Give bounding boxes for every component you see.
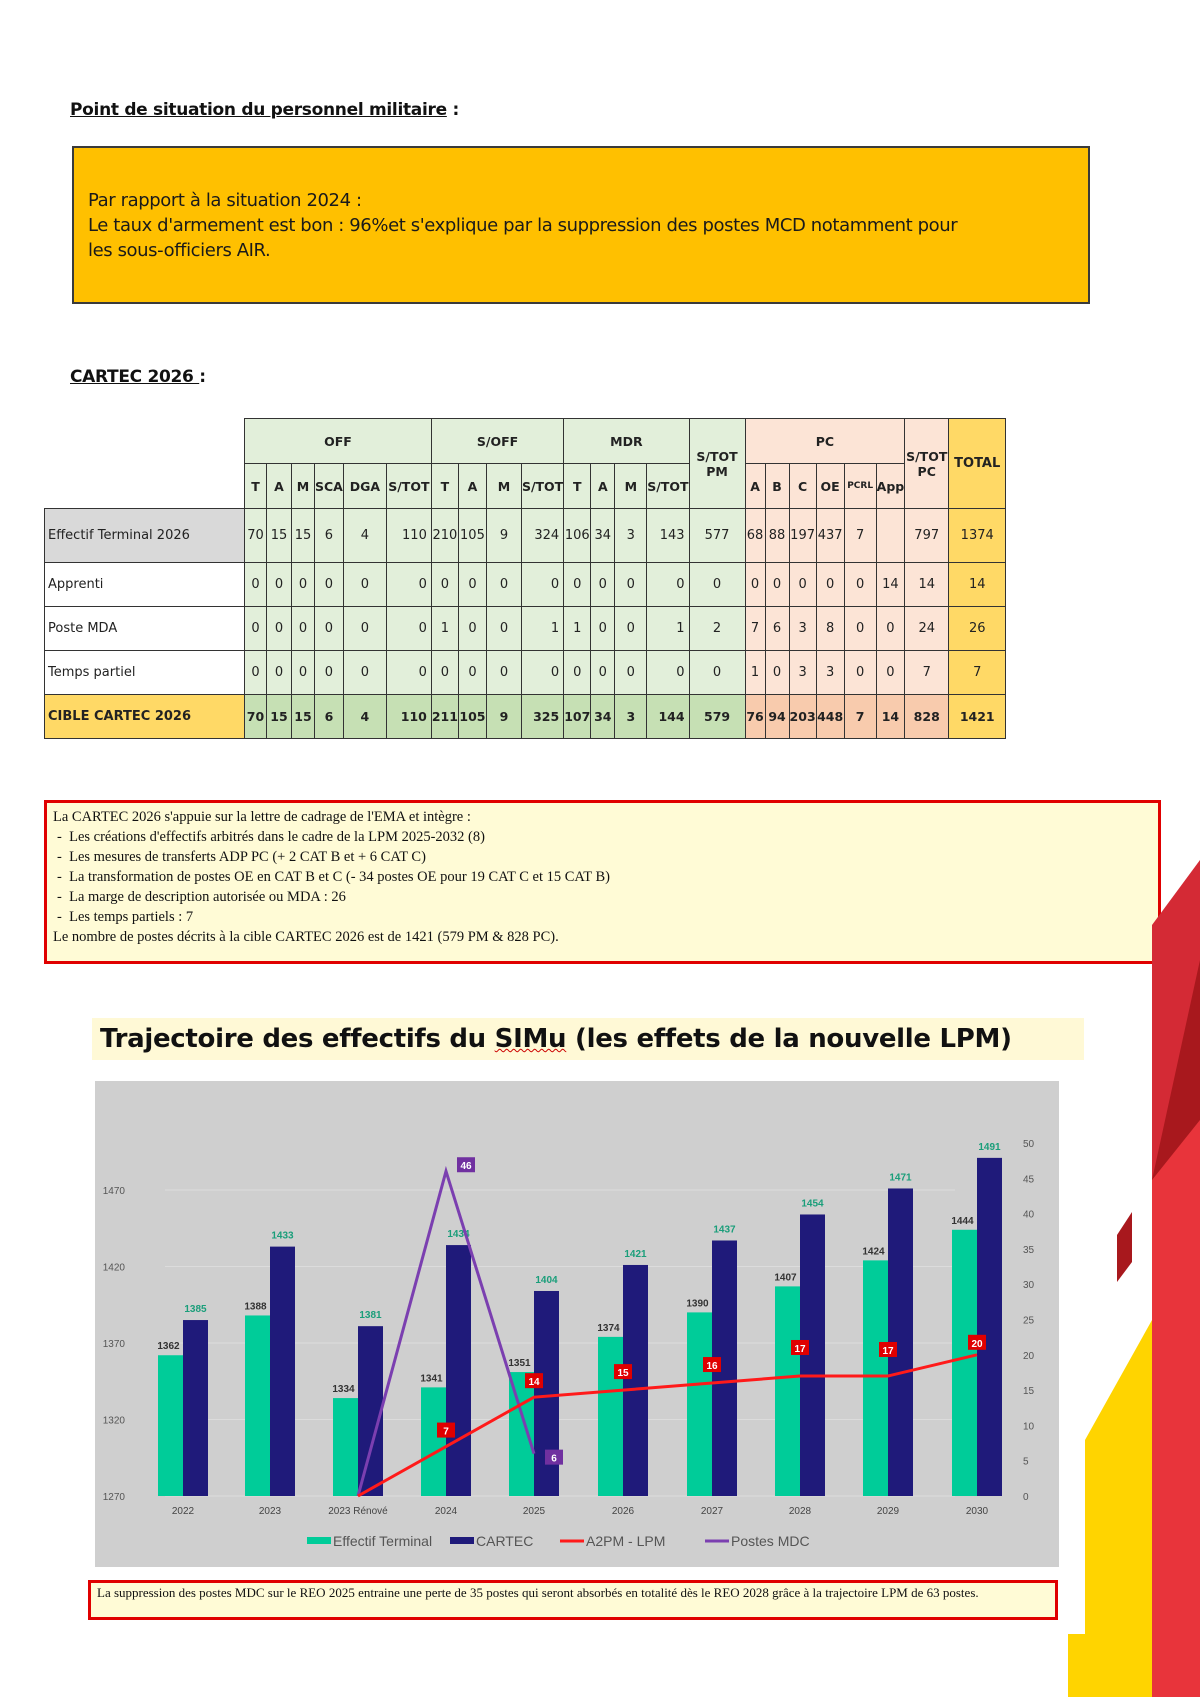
table-cell: 0 [765,651,789,695]
section-title-personnel [70,100,459,120]
a2pm-label: 14 [528,1377,540,1389]
section-title-cartec [70,367,206,387]
a2pm-label: 16 [706,1361,718,1373]
title-text: Point de situation du personnel militaire [70,100,447,120]
chart-title [92,1018,1084,1060]
bar-cartec [183,1320,208,1496]
table-cell: 0 [267,607,292,651]
bar-cartec [358,1326,383,1496]
y-left-tick: 1370 [102,1339,125,1350]
table-cell: 107 [564,695,591,739]
bar-cartec [800,1214,825,1496]
table-cell: 0 [292,563,315,607]
table-cell: 0 [292,607,315,651]
table-cell: 0 [458,563,486,607]
table-row [45,563,1006,607]
subheader-cell: A [267,464,292,509]
subheader-cell: A [458,464,486,509]
table-cell: 0 [789,563,816,607]
bar-label: 1351 [508,1358,531,1370]
table-cell: 70 [245,695,267,739]
bar-label: 1424 [862,1246,885,1258]
table-cell: 3 [789,607,816,651]
bar-label: 1454 [801,1198,824,1210]
header-total: TOTAL [949,419,1006,509]
table-cell: 4 [343,695,386,739]
y-right-tick: 0 [1023,1492,1029,1503]
table-cell: 0 [844,563,876,607]
note-item-text: Les créations d'effectifs arbitrés dans le cadre de la LPM 2025-2032 (8) [69,829,485,845]
table-cell: 0 [844,651,876,695]
summary-line: les sous-officiers AIR. [88,240,271,261]
table-cell: 3 [615,695,647,739]
y-right-tick: 45 [1023,1174,1035,1186]
table-row [45,607,1006,651]
table-cell: 0 [564,563,591,607]
chart-title-part: SIMu [494,1024,567,1054]
bar-cartec [977,1158,1002,1496]
table-cell: 0 [591,651,615,695]
y-right-tick: 40 [1023,1209,1035,1221]
bar-cartec [534,1291,559,1496]
header-stot-pm [689,419,745,509]
row-label: Apprenti [45,563,245,607]
bar-label: 1421 [624,1248,647,1260]
a2pm-label: 17 [794,1343,806,1355]
table-cell: 144 [647,695,689,739]
subheader-cell: T [431,464,458,509]
table-cell: 7 [905,651,949,695]
bar-label: 1407 [774,1272,797,1284]
table-cell: 197 [789,509,816,563]
table-cell: 105 [458,509,486,563]
table-cell: 0 [591,563,615,607]
title-suffix: : [199,367,206,387]
subheader-cell: S/TOT [386,464,431,509]
table-cell: 34 [591,695,615,739]
table-cell: 0 [876,651,905,695]
table-cell: 0 [292,651,315,695]
bar-label: 1404 [535,1274,558,1286]
bar-effectif-terminal [245,1315,270,1496]
table-cell: 0 [486,563,521,607]
bar-effectif-terminal [863,1260,888,1496]
table-cell: 88 [765,509,789,563]
bar-label: 1390 [686,1298,709,1310]
bar-effectif-terminal [509,1372,534,1496]
note-text: La suppression des postes MDC sur le REO 2025 entraine une perte de 35 postes qui seront absorbés en totalité dès le REO 2028 grâce à la trajectoire LPM de 63 postes. [97,1585,979,1600]
table-cell: 0 [689,563,745,607]
table-cell: 7 [844,695,876,739]
table-cell: 1374 [949,509,1006,563]
y-right-tick: 5 [1023,1456,1029,1468]
group-header-mdr: MDR [564,419,689,464]
table-cell: 6 [765,607,789,651]
x-tick: 2024 [434,1506,458,1517]
table-cell: 0 [486,651,521,695]
table-cell: 448 [816,695,844,739]
x-tick: 2022 [171,1506,195,1517]
bar-cartec [623,1265,648,1496]
table-cell: 0 [615,607,647,651]
row-label: Poste MDA [45,607,245,651]
bar-label: 1437 [713,1224,736,1236]
table-cell: 6 [315,695,344,739]
y-left-tick: 1470 [102,1186,125,1197]
corner-cell [45,419,245,464]
bar-cartec [446,1245,471,1496]
table-cell: 0 [386,563,431,607]
a2pm-label: 15 [617,1368,629,1380]
table-cell: 0 [615,563,647,607]
legend-label: CARTEC [476,1533,534,1549]
table-cell: 0 [315,607,344,651]
group-header-off: OFF [245,419,432,464]
chart-canvas [95,1081,1059,1567]
y-left-tick: 1270 [102,1492,125,1503]
subheader-cell: SCA [315,464,344,509]
table-cell: 0 [245,651,267,695]
bar-label: 1491 [978,1141,1001,1153]
table-cell: 0 [343,651,386,695]
note-item: - Les temps partiels : 7 [57,909,194,925]
x-tick: 2026 [611,1506,635,1517]
cartec-note [44,800,1161,964]
table-cell: 324 [521,509,563,563]
table-cell: 437 [816,509,844,563]
table-cell: 0 [386,607,431,651]
table-cell: 14 [876,695,905,739]
note-item-text: La marge de description autorisée ou MDA : 26 [69,889,346,905]
summary-line: Par rapport à la situation 2024 : [88,190,362,211]
table-cell: 0 [458,651,486,695]
subheader-cell: A [745,464,765,509]
table-cell: 0 [564,651,591,695]
table-cell: 1 [521,607,563,651]
table-cell: 15 [292,695,315,739]
table-cell: 0 [343,563,386,607]
table-cell: 0 [745,563,765,607]
bar-label: 1444 [951,1215,974,1227]
bar-label: 1341 [420,1373,443,1385]
table-cell: 76 [745,695,765,739]
title-text: CARTEC 2026 [70,367,200,387]
group-header-pc: PC [745,419,905,464]
subheader-cell: A [591,464,615,509]
mdc-note [88,1580,1058,1620]
x-tick: 2028 [788,1506,812,1517]
subheader-cell: M [292,464,315,509]
y-left-tick: 1420 [102,1262,125,1274]
table-cell: 0 [647,563,689,607]
bar-cartec [270,1247,295,1496]
y-right-tick: 20 [1023,1350,1035,1362]
summary-line: Le taux d'armement est bon : 96%et s'explique par la suppression des postes MCD notamment pour [88,215,958,236]
subheader-cell: T [245,464,267,509]
table-cell: 105 [458,695,486,739]
table-cell: 0 [315,563,344,607]
table-cell: 1 [745,651,765,695]
table-cell: 7 [844,509,876,563]
table-cell: 110 [386,695,431,739]
subheader-cell: M [615,464,647,509]
table-cell: 0 [521,651,563,695]
table-cell: 7 [745,607,765,651]
y-right-tick: 30 [1023,1280,1035,1292]
bar-effectif-terminal [598,1337,623,1496]
table-cell: 14 [949,563,1006,607]
table-cell: 0 [876,607,905,651]
group-header-soff: S/OFF [431,419,563,464]
table-cell: 0 [267,651,292,695]
row-label: Effectif Terminal 2026 [45,509,245,563]
header-stot-pc [905,419,949,509]
table-cell: 9 [486,509,521,563]
bar-label: 1433 [271,1230,294,1242]
table-cell: 210 [431,509,458,563]
bar-label: 1334 [332,1384,355,1396]
table-cell: 68 [745,509,765,563]
legend-label: Postes MDC [731,1533,810,1549]
bar-effectif-terminal [158,1355,183,1496]
table-cell: 325 [521,695,563,739]
bar-label: 1388 [244,1301,267,1313]
table-cell: 14 [876,563,905,607]
chart-title-part: (les effets de la nouvelle LPM) [566,1024,1012,1054]
table-cell: 0 [765,563,789,607]
table-cell: 0 [844,607,876,651]
stripe-red [1152,860,1200,1697]
stripe-yellow [1068,1320,1152,1697]
x-tick: 2027 [700,1506,724,1517]
corner-cell [45,464,245,509]
table-cell: 14 [905,563,949,607]
table-cell: 1 [564,607,591,651]
table-cell: 0 [245,563,267,607]
table-cell: 4 [343,509,386,563]
y-left-tick: 1320 [102,1415,125,1427]
trajectory-chart [95,1081,1059,1567]
summary-box [72,146,1090,304]
table-cell: 6 [315,509,344,563]
note-item: - La marge de description autorisée ou MDA : 26 [57,889,346,905]
row-label: Temps partiel [45,651,245,695]
subheader-cell: T [564,464,591,509]
y-right-tick: 25 [1023,1315,1035,1327]
subheader-cell: DGA [343,464,386,509]
table-cell: 3 [789,651,816,695]
x-tick: 2023 [258,1506,282,1517]
table-cell: 0 [386,651,431,695]
header-text: S/TOT PC [906,448,948,479]
bar-label: 1374 [597,1322,620,1334]
table-cell: 0 [816,563,844,607]
table-cell: 2 [689,607,745,651]
table-cell: 34 [591,509,615,563]
bar-effectif-terminal [421,1387,446,1496]
x-tick: 2029 [876,1506,900,1517]
note-intro: La CARTEC 2026 s'appuie sur la lettre de cadrage de l'EMA et intègre : [53,809,471,825]
table-cell [876,509,905,563]
x-tick: 2025 [522,1506,546,1517]
table-cell: 0 [245,607,267,651]
y-right-tick: 15 [1023,1386,1035,1398]
y-right-tick: 10 [1023,1421,1035,1433]
table-row [45,695,1006,739]
legend-swatch [307,1537,331,1544]
a2pm-label: 20 [971,1338,983,1350]
stripe-small-diamond [1117,1212,1132,1282]
x-tick: 2030 [965,1506,989,1517]
table-cell: 579 [689,695,745,739]
table-cell: 3 [816,651,844,695]
table-cell: 828 [905,695,949,739]
table-cell: 0 [267,563,292,607]
legend-label: A2PM - LPM [586,1533,666,1549]
note-item-text: Les temps partiels : 7 [69,909,194,925]
bar-label: 1381 [359,1310,382,1322]
x-tick: 2023 Rénové [328,1506,388,1517]
table-cell: 0 [458,607,486,651]
note-item: - La transformation de postes OE en CAT B et C (- 34 postes OE pour 19 CAT C et 15 CAT B) [57,869,610,885]
subheader-cell: OE [816,464,844,509]
table-cell: 797 [905,509,949,563]
subheader-cell: S/TOT [521,464,563,509]
table-cell: 0 [486,607,521,651]
note-conclusion: Le nombre de postes décrits à la cible CARTEC 2026 est de 1421 (579 PM & 828 PC). [53,929,559,945]
table-cell: 8 [816,607,844,651]
table-cell: 106 [564,509,591,563]
subheader-cell: S/TOT [647,464,689,509]
table-cell: 7 [949,651,1006,695]
table-cell: 0 [615,651,647,695]
bar-effectif-terminal [687,1312,712,1496]
table-cell: 26 [949,607,1006,651]
legend-label: Effectif Terminal [333,1533,433,1549]
mdc-label: 46 [460,1161,472,1173]
stripe-darkred [1152,960,1200,1697]
table-cell: 1 [431,607,458,651]
table-cell: 143 [647,509,689,563]
table-cell: 577 [689,509,745,563]
note-item: - Les mesures de transferts ADP PC (+ 2 CAT B et + 6 CAT C) [57,849,426,865]
bar-effectif-terminal [952,1230,977,1496]
header-text: S/TOT PM [696,448,738,479]
subheader-cell: PCRL [844,464,876,509]
subheader-cell: C [789,464,816,509]
table-cell: 0 [689,651,745,695]
table-cell: 110 [386,509,431,563]
table-cell: 0 [521,563,563,607]
bar-effectif-terminal [775,1286,800,1496]
bar-label: 1385 [184,1304,207,1316]
table-cell: 3 [615,509,647,563]
bar-label: 1471 [889,1172,912,1184]
table-cell: 70 [245,509,267,563]
subheader-cell: App [876,464,905,509]
mdc-label: 6 [551,1453,557,1465]
table-cell: 1421 [949,695,1006,739]
table-cell: 0 [431,563,458,607]
y-right-tick: 50 [1023,1139,1035,1150]
legend-swatch [450,1537,474,1544]
table-cell: 203 [789,695,816,739]
stripe-lightred [1152,1120,1200,1697]
title-suffix: : [446,100,459,120]
a2pm-label: 17 [882,1345,894,1357]
y-right-tick: 35 [1023,1244,1035,1256]
note-item-text: La transformation de postes OE en CAT B et C (- 34 postes OE pour 19 CAT C et 15 CAT B) [69,869,610,885]
table-cell: 9 [486,695,521,739]
subheader-cell: M [486,464,521,509]
table-row [45,509,1006,563]
table-cell: 0 [431,651,458,695]
table-cell: 94 [765,695,789,739]
row-label: CIBLE CARTEC 2026 [45,695,245,739]
table-cell: 1 [647,607,689,651]
bar-effectif-terminal [333,1398,358,1496]
chart-title-part: Trajectoire des effectifs du [100,1024,495,1054]
bar-label: 1362 [157,1341,180,1353]
table-cell: 0 [591,607,615,651]
table-cell: 15 [292,509,315,563]
table-cell: 0 [315,651,344,695]
table-row [45,651,1006,695]
subheader-cell: B [765,464,789,509]
table-cell: 24 [905,607,949,651]
note-item-text: Les mesures de transferts ADP PC (+ 2 CAT B et + 6 CAT C) [69,849,426,865]
note-item: - Les créations d'effectifs arbitrés dans le cadre de la LPM 2025-2032 (8) [57,829,485,845]
a2pm-label: 7 [443,1426,449,1438]
table-cell: 211 [431,695,458,739]
table-cell: 15 [267,509,292,563]
bar-label: 1434 [447,1229,470,1241]
cartec-table [44,418,1006,739]
table-cell: 0 [647,651,689,695]
table-cell: 15 [267,695,292,739]
table-cell: 0 [343,607,386,651]
